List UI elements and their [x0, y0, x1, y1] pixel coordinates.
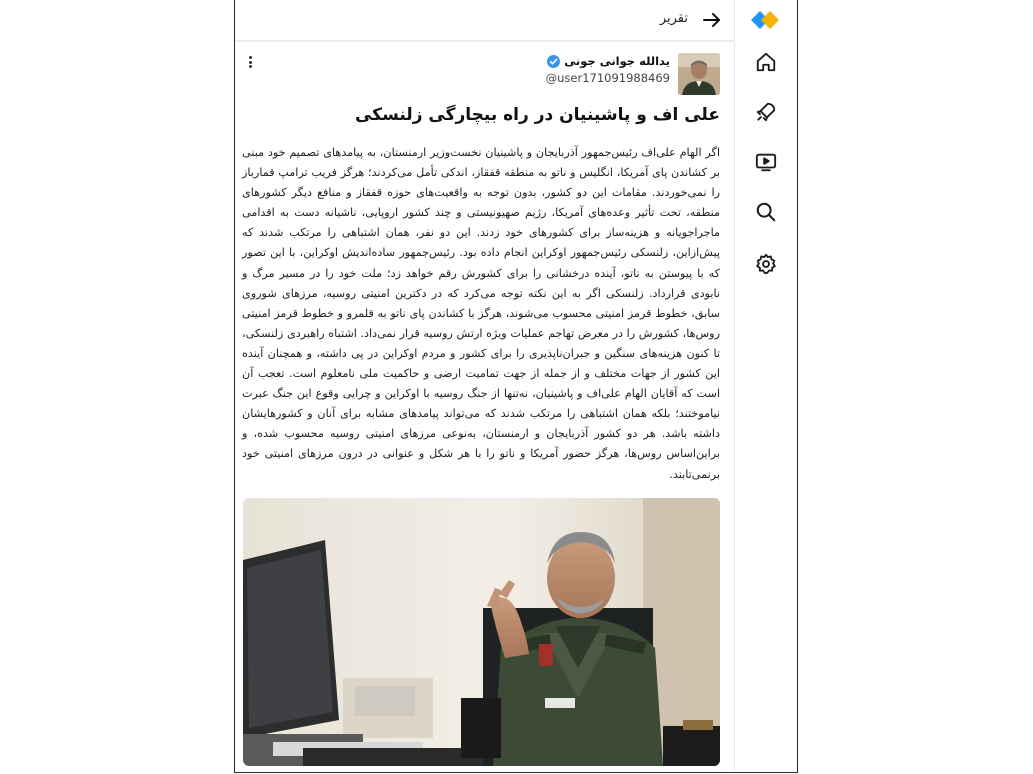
- author-photo: [678, 53, 720, 95]
- more-options-button[interactable]: [245, 54, 255, 70]
- more-dot-icon: [249, 65, 252, 68]
- verified-badge-icon: [547, 55, 560, 68]
- post-body: اگر الهام علی‌اف رئیس‌جمهور آذربایجان و پاشینیان نخست‌وزیر ارمنستان، به پیامدهای تصمیم خود مبنی بر کشاندن پای آمریکا، انگلیس و ناتو به منطقه قفقاز، اندکی تأمل می‌کردند؛ هرگز فریب ترامپ قمارباز را نمی‌خوردند. مقامات این دو کشور، بدون توجه به واقعیت‌های حوزه قفقاز و منافع دیگر کشورهای منطقه، تحت تأثیر وعده‌های آمریکا، رژیم صهیونیستی و چند کشور اروپایی، ناشیانه دست به اقدامی ماجراجویانه و هزینه‌ساز برای کشورهای خود زدند. این دو نفر، همان اشتباهی را مرتکب شدند که پیش‌ازاین، زلنسکی رئیس‌جمهور اوکراین انجام داده بود. رئیس‌جمهور ساده‌اندیش اوکراین، با این تصور که با پیوستن به ناتو، آینده درخشانی را برای کشورش رقم خواهد زد؛ ملت خود را در مسیر مرگ و نابودی قرارداد. زلنسکی اگر به این نکته توجه می‌کرد که در دکترین امنیتی روسیه، مرزهای شوروی سابق، خطوط قرمز امنیتی محسوب می‌شوند، هرگز با کشاندن پای ناتو به قلمرو و خطوط قرمز امنیتی روس‌ها، کشورش را در معرض تهاجم عملیات ویژه ارتش روسیه قرار نمی‌داد. اشتباه راهبردی زلنسکی، تا کنون هزینه‌های سنگین و جبران‌ناپذیری را برای کشور و مردم اوکراین در پی داشته، و همچنان آینده این کشور از جهات مختلف و از جمله از جهت تمامیت ارضی و حاکمیت ملی نامعلوم است. تعجب آن است که آقایان الهام علی‌اف و پاشینیان، نه‌تنها از جنگ روسیه با اوکراین و چرایی وقوع این جنگ عبرت نیاموختند؛ بلکه همان اشتباهی را مرتکب شدند که می‌تواند پیامدهای مشابه برای آنان و کشورهایشان داشته باشد. هر دو کشور آذربایجان و ارمنستان، به‌نوعی مرزهای امنیتی روسیه محسوب شده، و براین‌اساس روس‌ها، هرگز حضور آمریکا و ناتو را با هر شکل و عنوانی در درون مرزهای امنیتی خود برنمی‌تابند.: [242, 146, 720, 481]
- post-photo: [243, 498, 720, 766]
- nav-home[interactable]: [746, 44, 786, 80]
- nav-rocket[interactable]: [746, 94, 786, 130]
- home-icon: [755, 51, 777, 73]
- nav-video[interactable]: [746, 144, 786, 180]
- more-dot-icon: [249, 61, 252, 64]
- author-name-text: یدالله جوانی جونی: [564, 54, 670, 68]
- main-column: [235, 0, 734, 772]
- rocket-icon: [755, 101, 777, 123]
- page-title: تقریر: [659, 11, 688, 26]
- back-button[interactable]: [700, 8, 724, 32]
- nav-settings[interactable]: [746, 246, 786, 282]
- settings-icon: [755, 253, 777, 275]
- top-bar: [235, 0, 734, 41]
- post-card: [235, 41, 734, 772]
- author-handle[interactable]: @user171091988469: [545, 71, 670, 85]
- video-icon: [755, 151, 777, 173]
- search-icon: [755, 201, 777, 223]
- post-title: علی اف و پاشینیان در راه بیچارگی زلنسکی: [354, 105, 720, 125]
- arrow-right-icon: [703, 13, 721, 27]
- author-name[interactable]: [547, 54, 670, 68]
- logo-button[interactable]: [746, 2, 786, 38]
- post-image[interactable]: [243, 498, 720, 766]
- avatar[interactable]: [678, 53, 720, 95]
- nav-rail: [734, 0, 797, 772]
- logo-icon: [751, 9, 781, 31]
- nav-search[interactable]: [746, 194, 786, 230]
- app-frame: [234, 0, 798, 773]
- more-dot-icon: [249, 56, 252, 59]
